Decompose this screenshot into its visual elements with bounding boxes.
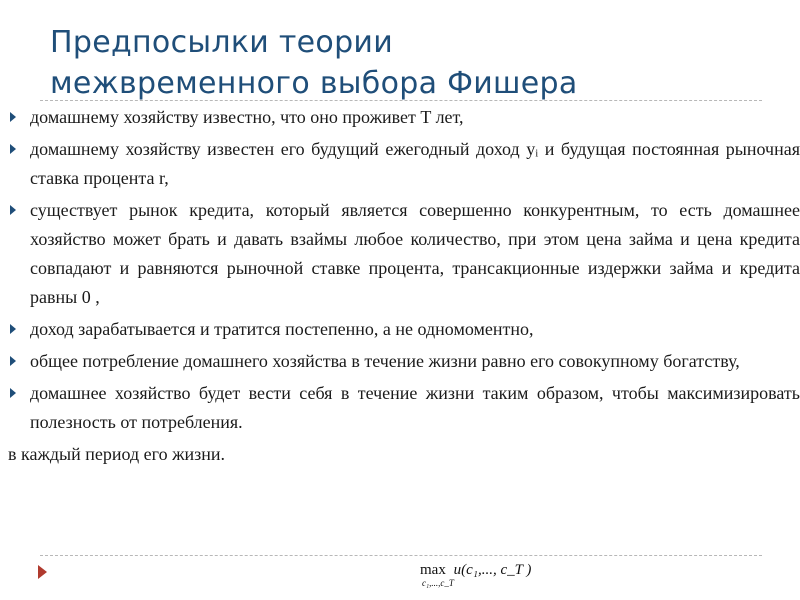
formula-expression: u(c₁,..., c_T )	[453, 562, 532, 578]
bullet-item	[8, 315, 800, 344]
triangle-bullet-icon	[10, 144, 16, 154]
footer-divider	[40, 555, 762, 556]
slide-title-line-1: Предпосылки теории	[50, 25, 394, 60]
formula-subscript: c₁,...,c_T	[422, 578, 454, 588]
bullet-item	[8, 196, 800, 312]
formula-max	[420, 562, 454, 588]
slide-body	[8, 103, 800, 469]
triangle-nav-icon[interactable]	[38, 565, 47, 579]
bullet-text: домашнему хозяйству известно, что оно проживет T лет,	[30, 107, 464, 127]
bullet-item	[8, 103, 800, 132]
bullet-item	[8, 379, 800, 437]
bullet-item	[8, 135, 800, 193]
triangle-bullet-icon	[10, 356, 16, 366]
title-divider	[40, 100, 762, 101]
slide-title-line-2: межвременного выбора Фишера	[50, 66, 578, 101]
triangle-bullet-icon	[10, 324, 16, 334]
bullet-text: общее потребление домашнего хозяйства в течение жизни равно его совокупному богатству,	[30, 351, 740, 371]
triangle-bullet-icon	[10, 112, 16, 122]
bullet-text: существует рынок кредита, который является совершенно конкурентным, то есть домашнее хозяйство может брать и давать взаймы любое количество, при этом цена займа и цена кредита совпадают и равняются рыночной ставке процента, трансакционные издержки займа и кредита равны 0 ,	[30, 200, 800, 307]
triangle-bullet-icon	[10, 388, 16, 398]
formula-operator: max	[420, 562, 446, 578]
triangle-bullet-icon	[10, 205, 16, 215]
bullet-text: домашнему хозяйству известен его будущий ежегодный доход yᵢ и будущая постоянная рыночная ставка процента r,	[30, 139, 800, 188]
trailing-text: в каждый период его жизни.	[8, 444, 226, 464]
bullet-item	[8, 347, 800, 376]
bullet-text: доход зарабатывается и тратится постепенно, а не одномоментно,	[30, 319, 534, 339]
bullet-text: домашнее хозяйство будет вести себя в течение жизни таким образом, чтобы максимизировать полезность от потребления.	[30, 383, 800, 432]
slide-title	[50, 22, 578, 104]
bullet-list	[8, 103, 800, 437]
utility-formula	[420, 562, 532, 588]
